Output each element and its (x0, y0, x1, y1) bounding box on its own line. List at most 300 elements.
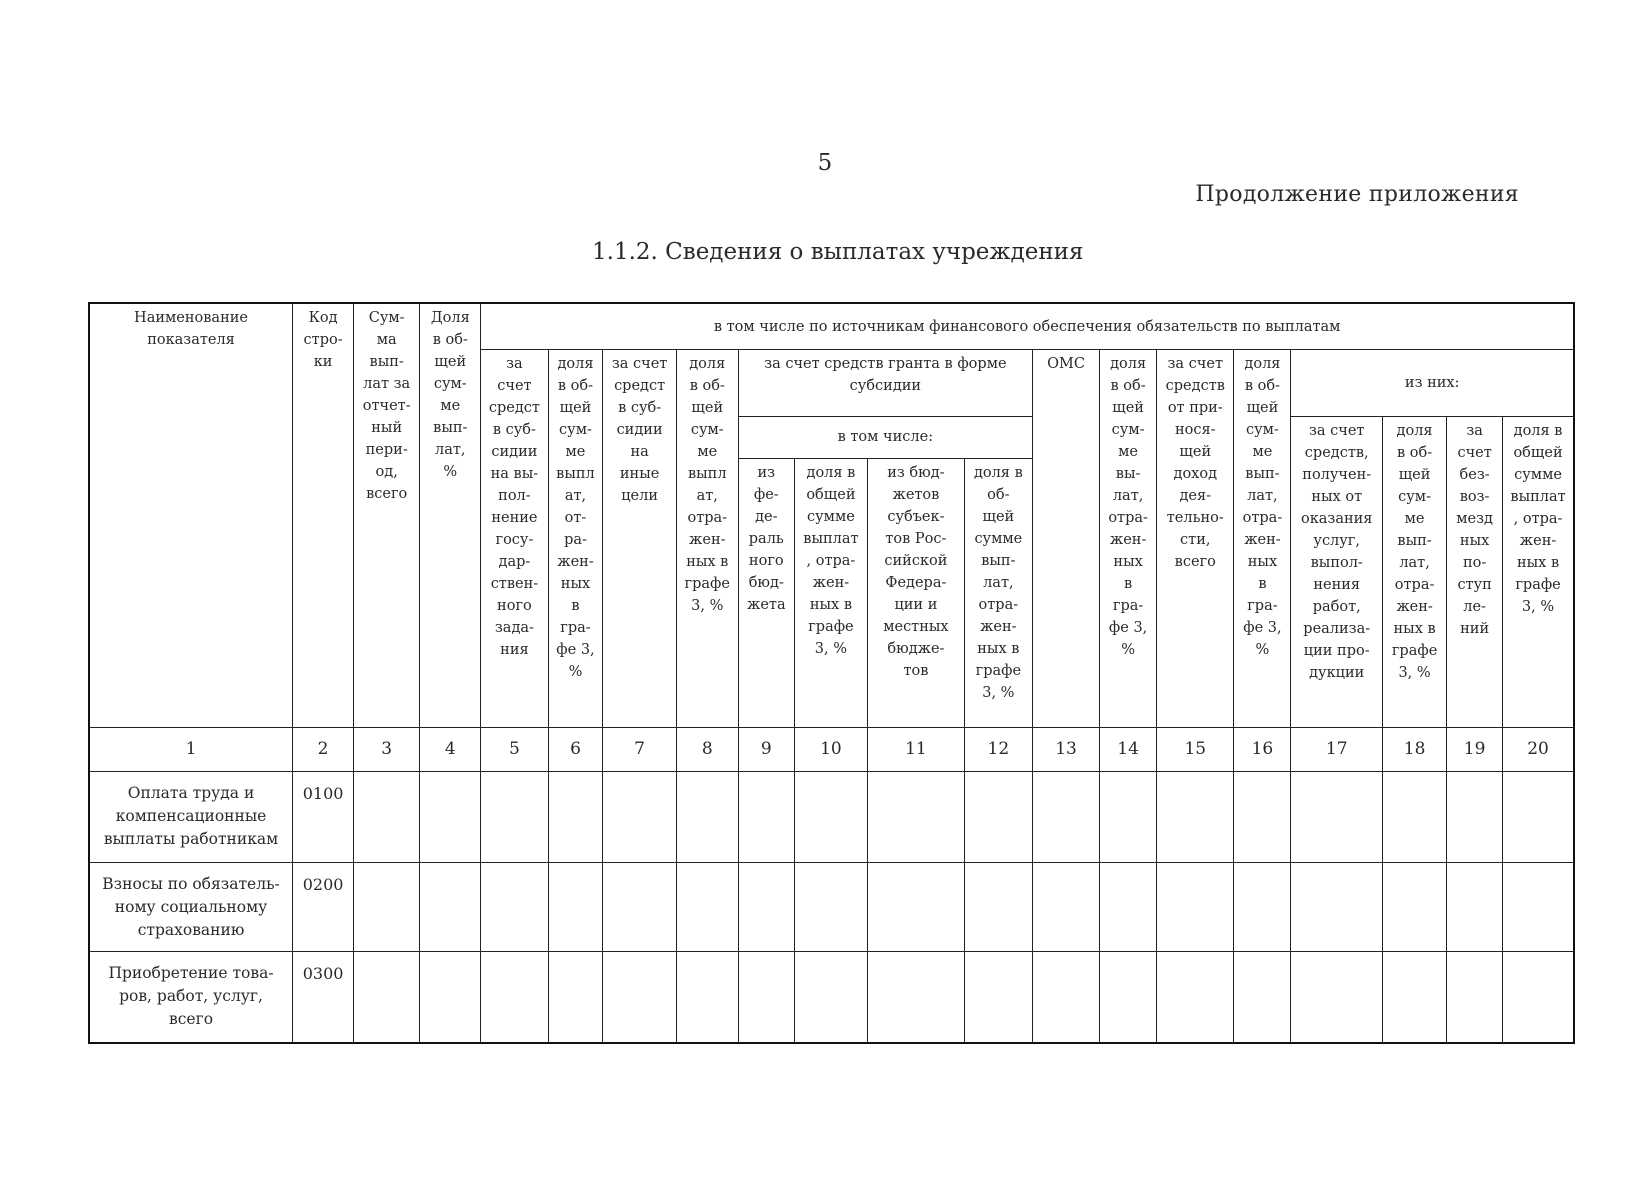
text-line: за (1466, 422, 1483, 439)
text-line: компенсационные (115, 806, 267, 825)
text-line: счет (497, 378, 532, 394)
text-line: бюдже- (887, 641, 945, 658)
text-line: отчет- (362, 398, 411, 414)
text-line: ных в (1516, 554, 1560, 571)
text-line: , отра- (806, 553, 856, 570)
row-label (89, 862, 293, 952)
column-number: 10 (794, 728, 867, 771)
text-line: ле- (1463, 598, 1486, 615)
text-line: оказания (1300, 510, 1373, 527)
text-line: доля в (1513, 422, 1563, 439)
text-line: фе 3, (1108, 620, 1148, 636)
text-line: жен- (812, 575, 850, 592)
text-line: нося- (1174, 422, 1216, 438)
value-cell[interactable] (548, 862, 603, 952)
column-number: 2 (293, 728, 354, 771)
value-cell[interactable] (1447, 771, 1503, 862)
header-col-10 (794, 459, 867, 728)
text-line: % (1255, 642, 1270, 658)
text-line: Приобретение това- (108, 964, 274, 983)
text-line: выплаты работникам (103, 829, 279, 848)
text-line: зада- (494, 620, 534, 636)
text-line: ных в (1393, 620, 1436, 637)
text-line: фе 3, (556, 642, 595, 658)
text-line: ствен- (490, 576, 539, 592)
page-number: 5 (817, 150, 833, 176)
text-line: жен- (980, 619, 1017, 636)
text-line: нение (491, 510, 538, 526)
value-cell[interactable] (868, 771, 965, 862)
value-cell[interactable] (1291, 952, 1383, 1043)
text-line: дар- (498, 554, 531, 570)
text-line: доля в (973, 465, 1023, 482)
value-cell[interactable] (1503, 952, 1574, 1043)
text-line: ОМС (1047, 356, 1085, 372)
text-line: вы- (1115, 466, 1141, 482)
text-line: щей (559, 400, 592, 416)
text-line: в об- (432, 332, 468, 348)
value-cell[interactable] (868, 952, 965, 1043)
value-cell[interactable] (1383, 952, 1447, 1043)
text-line: жен- (1109, 532, 1147, 548)
value-cell[interactable] (1032, 952, 1099, 1043)
text-line: на (630, 444, 649, 460)
section-title: 1.1.2. Сведения о выплатах учреждения (592, 239, 1084, 265)
text-line: тов (903, 663, 929, 680)
header-col-5 (481, 350, 548, 728)
text-line: вып- (369, 354, 404, 370)
text-line: щей (434, 354, 467, 370)
text-line: жен- (689, 532, 726, 548)
text-line: средств (1165, 378, 1225, 394)
value-cell[interactable] (354, 771, 420, 862)
text-line: сум- (433, 376, 467, 392)
header-col-9 (738, 459, 794, 728)
column-number: 3 (354, 728, 420, 771)
text-line: по- (1462, 554, 1487, 571)
text-line: дея- (1179, 488, 1212, 504)
column-number: 5 (481, 728, 548, 771)
text-line: щей (1112, 400, 1144, 416)
text-line: сумме (807, 509, 855, 526)
header-col-18 (1383, 416, 1447, 727)
text-line: в об- (1244, 378, 1280, 394)
text-line: фе 3, (1243, 620, 1282, 636)
value-cell[interactable] (794, 771, 867, 862)
text-line: счет (1457, 444, 1492, 461)
text-line: пери- (365, 442, 408, 458)
text-line: сти, (1180, 532, 1211, 548)
value-cell[interactable] (676, 952, 738, 1043)
text-line: за счет (1167, 356, 1223, 372)
value-cell[interactable] (794, 862, 867, 952)
column-number: 1 (89, 728, 293, 771)
text-line: Доля (430, 310, 470, 326)
value-cell[interactable] (1234, 952, 1291, 1043)
text-line: тельно- (1166, 510, 1224, 526)
value-cell[interactable] (964, 862, 1032, 952)
header-col-6 (548, 350, 603, 728)
text-line: сийской (884, 553, 948, 570)
header-col-15 (1157, 350, 1234, 728)
text-line: показателя (147, 332, 235, 348)
text-line: дукции (1309, 664, 1365, 681)
text-line: доля (1244, 356, 1281, 372)
column-number: 15 (1157, 728, 1234, 771)
text-line: лат, (435, 442, 466, 458)
text-line: жен- (1519, 532, 1557, 549)
column-number: 19 (1447, 728, 1503, 771)
column-number: 17 (1291, 728, 1383, 771)
value-cell[interactable] (354, 952, 420, 1043)
text-line: жета (747, 597, 786, 614)
table-row (89, 771, 1574, 862)
text-line: сум- (559, 422, 592, 438)
value-cell[interactable] (1503, 771, 1574, 862)
text-line: реализа- (1303, 620, 1371, 637)
value-cell[interactable] (1100, 771, 1157, 862)
column-number: 14 (1100, 728, 1157, 771)
text-line: сум- (1398, 488, 1431, 505)
header-col-7 (603, 350, 676, 728)
column-number: 6 (548, 728, 603, 771)
text-line: ных (1247, 554, 1278, 570)
value-cell[interactable] (420, 862, 481, 952)
text-line: субсидии (849, 378, 922, 394)
value-cell[interactable] (1291, 771, 1383, 862)
header-grant-group (738, 350, 1032, 417)
column-number: 8 (676, 728, 738, 771)
text-line: средст (614, 378, 666, 394)
text-line: графе (975, 663, 1022, 680)
text-line: ных в (809, 597, 852, 614)
text-line: средств, (1304, 444, 1369, 461)
text-line: ного (497, 598, 532, 614)
text-line: доля (1396, 422, 1433, 439)
text-line: щей (1246, 400, 1279, 416)
value-cell[interactable] (1100, 862, 1157, 952)
text-line: ме (1118, 444, 1139, 460)
text-line: выпл (687, 466, 727, 482)
value-cell[interactable] (794, 952, 867, 1043)
text-line: в об- (689, 378, 725, 394)
text-line: местных (883, 619, 949, 636)
text-line: ме (697, 444, 718, 460)
text-line: лат, (1399, 554, 1430, 571)
text-line: % (1121, 642, 1135, 658)
text-line: вып- (1245, 466, 1280, 482)
text-line: услуг, (1313, 532, 1361, 549)
text-line: доля (689, 356, 726, 372)
text-line: за счет (1308, 422, 1365, 439)
text-line: ных (560, 576, 591, 592)
column-number: 4 (420, 728, 481, 771)
text-line: гра- (560, 620, 591, 636)
text-line: графе (1515, 576, 1561, 593)
text-line: Код (308, 310, 338, 326)
text-line: отра- (1108, 510, 1148, 526)
text-line: из (757, 465, 776, 482)
text-line: 3, % (814, 641, 848, 658)
value-cell[interactable] (420, 952, 481, 1043)
text-line: ния (500, 642, 529, 658)
header-code (293, 303, 354, 728)
text-line: всего (1174, 554, 1216, 570)
table-row (89, 862, 1574, 952)
text-line: сидии (616, 422, 663, 438)
column-number: 7 (603, 728, 676, 771)
text-line: ки (313, 354, 333, 370)
text-line: щей (982, 509, 1015, 526)
text-line: в об- (557, 378, 594, 394)
text-line: в (571, 598, 580, 614)
text-line: цели (621, 488, 658, 504)
column-number: 9 (738, 728, 794, 771)
text-line: ра- (564, 532, 587, 548)
text-line: за счет средств гранта в форме (764, 356, 1007, 372)
text-line: в суб- (618, 400, 662, 416)
row-code: 0300 (293, 952, 354, 1043)
text-line: без- (1459, 466, 1490, 483)
header-col-11 (868, 459, 965, 728)
value-cell[interactable] (1447, 952, 1503, 1043)
text-line: субъек- (887, 509, 945, 526)
text-line: страхованию (137, 920, 245, 939)
text-line: жен- (1244, 532, 1281, 548)
header-name (89, 303, 293, 728)
text-line: графе (684, 576, 730, 592)
text-line: % (568, 664, 583, 680)
value-cell[interactable] (420, 771, 481, 862)
column-number: 20 (1503, 728, 1574, 771)
text-line: выпл (556, 466, 595, 482)
header-share (420, 303, 481, 728)
text-line: щей (1179, 444, 1212, 460)
text-line: щей (691, 400, 724, 416)
header-including-subgroup: в том числе: (738, 416, 1032, 458)
header-col-19 (1447, 416, 1503, 727)
text-line: получен- (1302, 466, 1372, 483)
text-line: ма (376, 332, 397, 348)
text-line: лат, (983, 575, 1014, 592)
text-line: ме (1252, 444, 1273, 460)
text-line: сум- (1111, 422, 1145, 438)
text-line: отра- (687, 510, 728, 526)
value-cell[interactable] (676, 771, 738, 862)
text-line: выплат (1510, 488, 1566, 505)
value-cell[interactable] (1291, 862, 1383, 952)
text-line: ных от (1311, 488, 1363, 505)
text-line: Сум- (368, 310, 405, 326)
value-cell[interactable] (1234, 771, 1291, 862)
text-line: всего (169, 1010, 214, 1029)
text-line: 3, % (1521, 598, 1555, 615)
header-col-16 (1234, 350, 1291, 728)
text-line: от- (564, 510, 587, 526)
text-line: ний (1460, 620, 1490, 637)
text-line: графе (808, 619, 854, 636)
text-line: % (443, 464, 458, 480)
text-line: в об- (1110, 378, 1146, 394)
text-line: за (506, 356, 523, 372)
text-line: в суб- (492, 422, 536, 438)
header-of-them-group: из них: (1291, 350, 1574, 417)
text-line: лат за (363, 376, 411, 392)
text-line: сум- (1246, 422, 1279, 438)
text-line: од, (375, 464, 398, 480)
text-line: фе- (753, 487, 779, 504)
text-line: вып- (433, 420, 468, 436)
value-cell[interactable] (1447, 862, 1503, 952)
column-number: 16 (1234, 728, 1291, 771)
value-cell[interactable] (1157, 771, 1234, 862)
text-line: об- (987, 487, 1010, 504)
text-line: ции про- (1303, 642, 1370, 659)
header-total (354, 303, 420, 728)
value-cell[interactable] (738, 862, 794, 952)
value-cell[interactable] (1157, 862, 1234, 952)
text-line: ции и (894, 597, 938, 614)
header-col-8 (676, 350, 738, 728)
text-line: жетов (892, 487, 940, 504)
text-line: работ, (1312, 598, 1361, 615)
text-line: ного (748, 553, 784, 570)
text-line: отра- (978, 597, 1019, 614)
row-label (89, 771, 293, 862)
value-cell[interactable] (964, 771, 1032, 862)
value-cell[interactable] (481, 771, 548, 862)
text-line: тов Рос- (885, 531, 947, 548)
text-line: Наименование (134, 310, 248, 326)
payments-table (88, 302, 1575, 1044)
value-cell[interactable] (603, 862, 676, 952)
text-line: доля (1110, 356, 1147, 372)
value-cell[interactable] (964, 952, 1032, 1043)
text-line: воз- (1459, 488, 1490, 505)
column-number: 12 (964, 728, 1032, 771)
text-line: ат, (696, 488, 718, 504)
text-line: 3, % (982, 685, 1015, 702)
text-line: отра- (1242, 510, 1283, 526)
text-line: в об- (1397, 444, 1433, 461)
text-line: ных (1459, 532, 1490, 549)
value-cell[interactable] (548, 952, 603, 1043)
column-number: 18 (1383, 728, 1447, 771)
header-col-20 (1503, 416, 1574, 727)
value-cell[interactable] (1032, 771, 1099, 862)
value-cell[interactable] (676, 862, 738, 952)
text-line: ных в (686, 554, 729, 570)
text-line: ступ (1457, 576, 1492, 593)
appendix-continuation-note: Продолжение приложения (1195, 182, 1519, 207)
text-line: за счет (611, 356, 668, 372)
value-cell[interactable] (1503, 862, 1574, 952)
text-line: выпол- (1310, 554, 1363, 571)
header-sources-group: в том числе по источникам финансового обеспечения обязательств по выплатам (481, 303, 1574, 350)
text-line: сумме (974, 531, 1023, 548)
value-cell[interactable] (1383, 862, 1447, 952)
text-line: сидии (491, 444, 538, 460)
text-line: общей (806, 487, 856, 504)
table-row (89, 952, 1574, 1043)
row-code: 0200 (293, 862, 354, 952)
text-line: в (1258, 576, 1267, 592)
text-line: доля в (806, 465, 856, 482)
text-line: жен- (557, 554, 594, 570)
text-line: выплат (803, 531, 859, 548)
text-line: ме (1404, 510, 1425, 527)
text-line: на вы- (490, 466, 539, 482)
value-cell[interactable] (481, 862, 548, 952)
value-cell[interactable] (1157, 952, 1234, 1043)
text-line: доля (557, 356, 594, 372)
text-line: ных в (977, 641, 1020, 658)
text-line: всего (366, 486, 408, 502)
text-line: гра- (1112, 598, 1144, 614)
value-cell[interactable] (738, 952, 794, 1043)
value-cell[interactable] (1032, 862, 1099, 952)
text-line: средст (488, 400, 540, 416)
text-line: , отра- (1513, 510, 1563, 527)
text-line: ных (1113, 554, 1143, 570)
text-line: жен- (1396, 598, 1433, 615)
value-cell[interactable] (603, 771, 676, 862)
text-line: ат, (564, 488, 587, 504)
text-line: лат, (1112, 488, 1144, 504)
text-line: сумме (1514, 466, 1562, 483)
value-cell[interactable] (1100, 952, 1157, 1043)
text-line: ме (565, 444, 586, 460)
header-col-14 (1100, 350, 1157, 728)
text-line: пол- (498, 488, 531, 504)
text-line: в (1124, 576, 1133, 592)
text-line: госу- (495, 532, 534, 548)
column-number: 11 (868, 728, 965, 771)
text-line: иные (619, 466, 660, 482)
text-line: из бюд- (887, 465, 945, 482)
text-line: вып- (981, 553, 1016, 570)
value-cell[interactable] (868, 862, 965, 952)
value-cell[interactable] (354, 862, 420, 952)
text-line: графе (1391, 642, 1438, 659)
value-cell[interactable] (548, 771, 603, 862)
text-line: отра- (1394, 576, 1435, 593)
text-line: де- (755, 509, 778, 526)
text-line: сум- (690, 422, 724, 438)
text-line: ному социальному (114, 897, 268, 916)
text-line: ме (440, 398, 461, 414)
value-cell[interactable] (1234, 862, 1291, 952)
text-line: вып- (1397, 532, 1432, 549)
value-cell[interactable] (603, 952, 676, 1043)
text-line: 3, % (1398, 664, 1431, 681)
column-number: 13 (1032, 728, 1099, 771)
text-line: ров, работ, услуг, (119, 987, 263, 1006)
text-line: доход (1173, 466, 1218, 482)
text-line: мезд (1456, 510, 1493, 527)
text-line: нения (1313, 576, 1361, 593)
text-line: стро- (303, 332, 343, 348)
header-col-13 (1032, 350, 1099, 728)
text-line: щей (1398, 466, 1431, 483)
value-cell[interactable] (1383, 771, 1447, 862)
row-label (89, 952, 293, 1043)
value-cell[interactable] (481, 952, 548, 1043)
text-line: 3, % (691, 598, 724, 614)
value-cell[interactable] (738, 771, 794, 862)
text-line: от при- (1167, 400, 1223, 416)
text-line: гра- (1247, 598, 1278, 614)
